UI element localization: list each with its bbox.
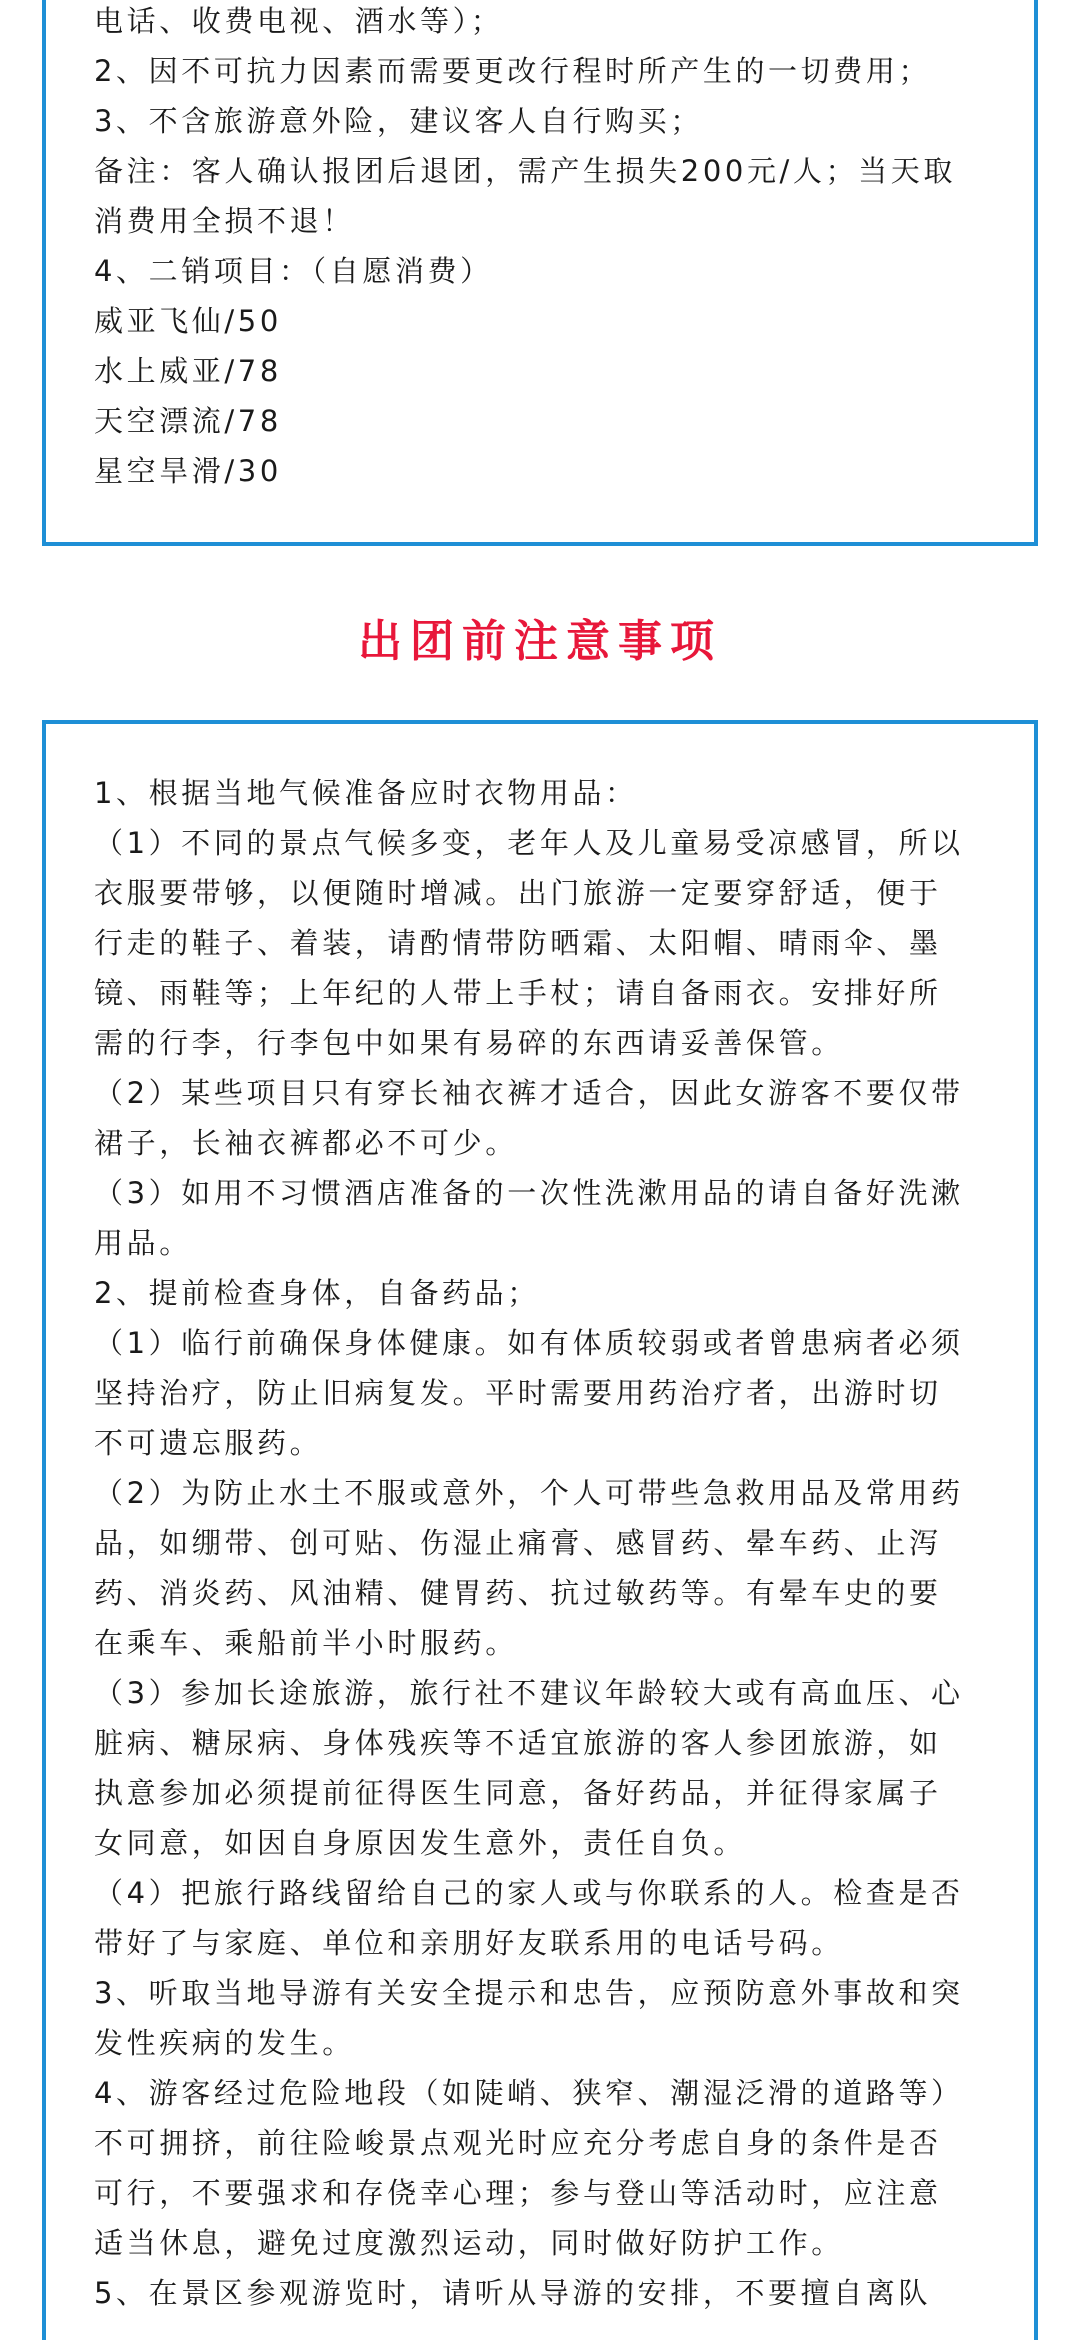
precautions-text [94,768,994,2318]
text-line: 备注：客人确认报团后退团，需产生损失200元/人；当天取 [94,154,956,188]
text-line: 需的行李，行李包中如果有易碎的东西请妥善保管。 [94,1026,844,1060]
text-line: 水上威亚/78 [94,354,282,388]
text-line: 在乘车、乘船前半小时服药。 [94,1626,518,1660]
text-line: 带好了与家庭、单位和亲朋好友联系用的电话号码。 [94,1926,844,1960]
text-line: （2）为防止水土不服或意外，个人可带些急救用品及常用药 [94,1476,964,1510]
text-line: （1）不同的景点气候多变，老年人及儿童易受凉感冒，所以 [94,826,964,860]
text-line: 镜、雨鞋等；上年纪的人带上手杖；请自备雨衣。安排好所 [94,976,942,1010]
text-line: 女同意，如因自身原因发生意外，责任自负。 [94,1826,747,1860]
text-line: 星空旱滑/30 [94,454,282,488]
text-line: 药、消炎药、风油精、健胃药、抗过敏药等。有晕车史的要 [94,1576,942,1610]
text-line: 4、游客经过危险地段（如陡峭、狭窄、潮湿泛滑的道路等） [94,2076,964,2110]
text-line: 威亚飞仙/50 [94,304,282,338]
text-line: 坚持治疗，防止旧病复发。平时需要用药治疗者，出游时切 [94,1376,942,1410]
text-line: 执意参加必须提前征得医生同意，备好药品，并征得家属子 [94,1776,942,1810]
text-line: （3）如用不习惯酒店准备的一次性洗漱用品的请自备好洗漱 [94,1176,964,1210]
text-line: （4）把旅行路线留给自己的家人或与你联系的人。检查是否 [94,1876,964,1910]
text-line: 不可拥挤，前往险峻景点观光时应充分考虑自身的条件是否 [94,2126,942,2160]
fee-exclusions-box [42,0,1038,546]
text-line: 电话、收费电视、酒水等）； [94,4,504,38]
text-line: 3、听取当地导游有关安全提示和忠告，应预防意外事故和突 [94,1976,964,2010]
text-line: （1）临行前确保身体健康。如有体质较弱或者曾患病者必须 [94,1326,964,1360]
text-line: 品，如绷带、创可贴、伤湿止痛膏、感冒药、晕车药、止泻 [94,1526,942,1560]
text-line: 2、因不可抗力因素而需要更改行程时所产生的一切费用； [94,54,932,88]
text-line: 衣服要带够，以便随时增减。出门旅游一定要穿舒适，便于 [94,876,942,910]
text-line: 1、根据当地气候准备应时衣物用品： [94,776,638,810]
precautions-box [42,720,1038,2340]
text-line: 裙子，长袖衣裤都必不可少。 [94,1126,518,1160]
text-line: 3、不含旅游意外险，建议客人自行购买； [94,104,703,138]
text-line: 2、提前检查身体，自备药品； [94,1276,540,1310]
text-line: 脏病、糖尿病、身体残疾等不适宜旅游的客人参团旅游，如 [94,1726,942,1760]
text-line: （3）参加长途旅游，旅行社不建议年龄较大或有高血压、心 [94,1676,964,1710]
section-title: 出团前注意事项 [358,616,722,667]
text-line: 可行，不要强求和存侥幸心理；参与登山等活动时，应注意 [94,2176,942,2210]
text-line: 消费用全损不退！ [94,204,355,238]
text-line: 适当休息，避免过度激烈运动，同时做好防护工作。 [94,2226,844,2260]
text-line: 行走的鞋子、着装，请酌情带防晒霜、太阳帽、晴雨伞、墨 [94,926,942,960]
text-line: 用品。 [94,1226,192,1260]
text-line: 发性疾病的发生。 [94,2026,355,2060]
text-line: 5、在景区参观游览时，请听从导游的安排，不要擅自离队 [94,2276,932,2310]
text-line: 不可遗忘服药。 [94,1426,323,1460]
text-line: 4、二销项目：（自愿消费） [94,254,493,288]
text-line: （2）某些项目只有穿长袖衣裤才适合，因此女游客不要仅带 [94,1076,964,1110]
fee-exclusions-text [94,0,994,496]
text-line: 天空漂流/78 [94,404,282,438]
